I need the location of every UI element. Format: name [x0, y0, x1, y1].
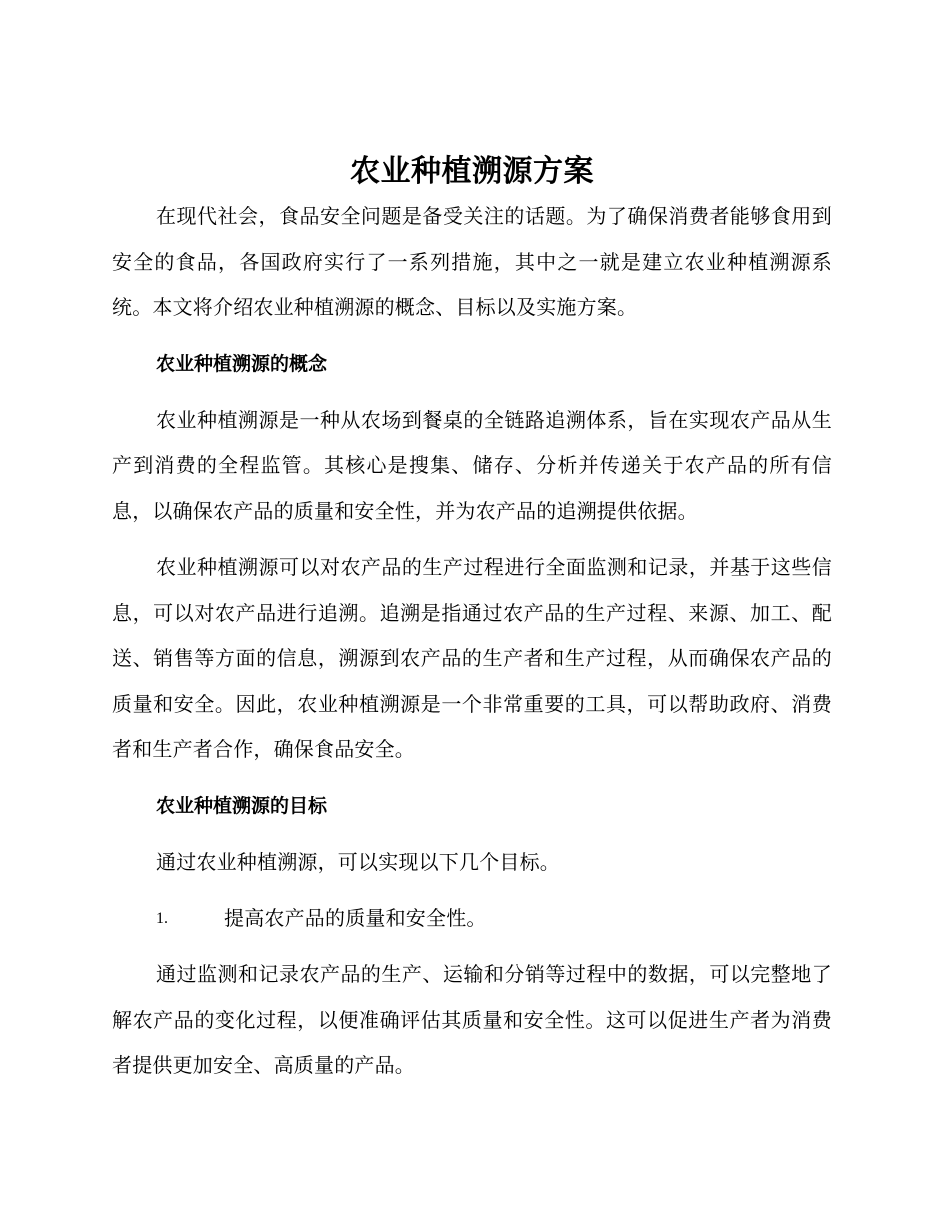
- intro-paragraph: 在现代社会，食品安全问题是备受关注的话题。为了确保消费者能够食用到安全的食品，各国政府实行了一系列措施，其中之一就是建立农业种植溯源系统。本文将介绍农业种植溯源的概念、目标以及实施方案。: [112, 204, 832, 319]
- goal-list-item: [112, 896, 832, 941]
- concept-paragraph-2: 农业种植溯源可以对农产品的生产过程进行全面监测和记录，并基于这些信息，可以对农产品进行追溯。追溯是指通过农产品的生产过程、来源、加工、配送、销售等方面的信息，溯源到农产品的生产者和生产过程，从而确保农产品的质量和安全。因此，农业种植溯源是一个非常重要的工具，可以帮助政府、消费者和生产者合作，确保食品安全。: [112, 555, 832, 761]
- document-title: 农业种植溯源方案: [350, 154, 594, 189]
- list-item-text: 提高农产品的质量和安全性。: [224, 906, 487, 930]
- goal-detail-paragraph: 通过监测和记录农产品的生产、运输和分销等过程中的数据，可以完整地了解农产品的变化过程，以便准确评估其质量和安全性。这可以促进生产者为消费者提供更加安全、高质量的产品。: [112, 962, 832, 1077]
- list-item-number: 1.: [156, 910, 168, 927]
- goals-intro-paragraph: 通过农业种植溯源，可以实现以下几个目标。: [156, 849, 560, 874]
- concept-paragraph-1: 农业种植溯源是一种从农场到餐桌的全链路追溯体系，旨在实现农产品从生产到消费的全程监管。其核心是搜集、储存、分析并传递关于农产品的所有信息，以确保农产品的质量和安全性，并为农产品的追溯提供依据。: [112, 407, 832, 523]
- section-heading-goals: 农业种植溯源的目标: [156, 794, 328, 817]
- document-content: [112, 150, 832, 1100]
- section-heading-concept: 农业种植溯源的概念: [156, 352, 328, 375]
